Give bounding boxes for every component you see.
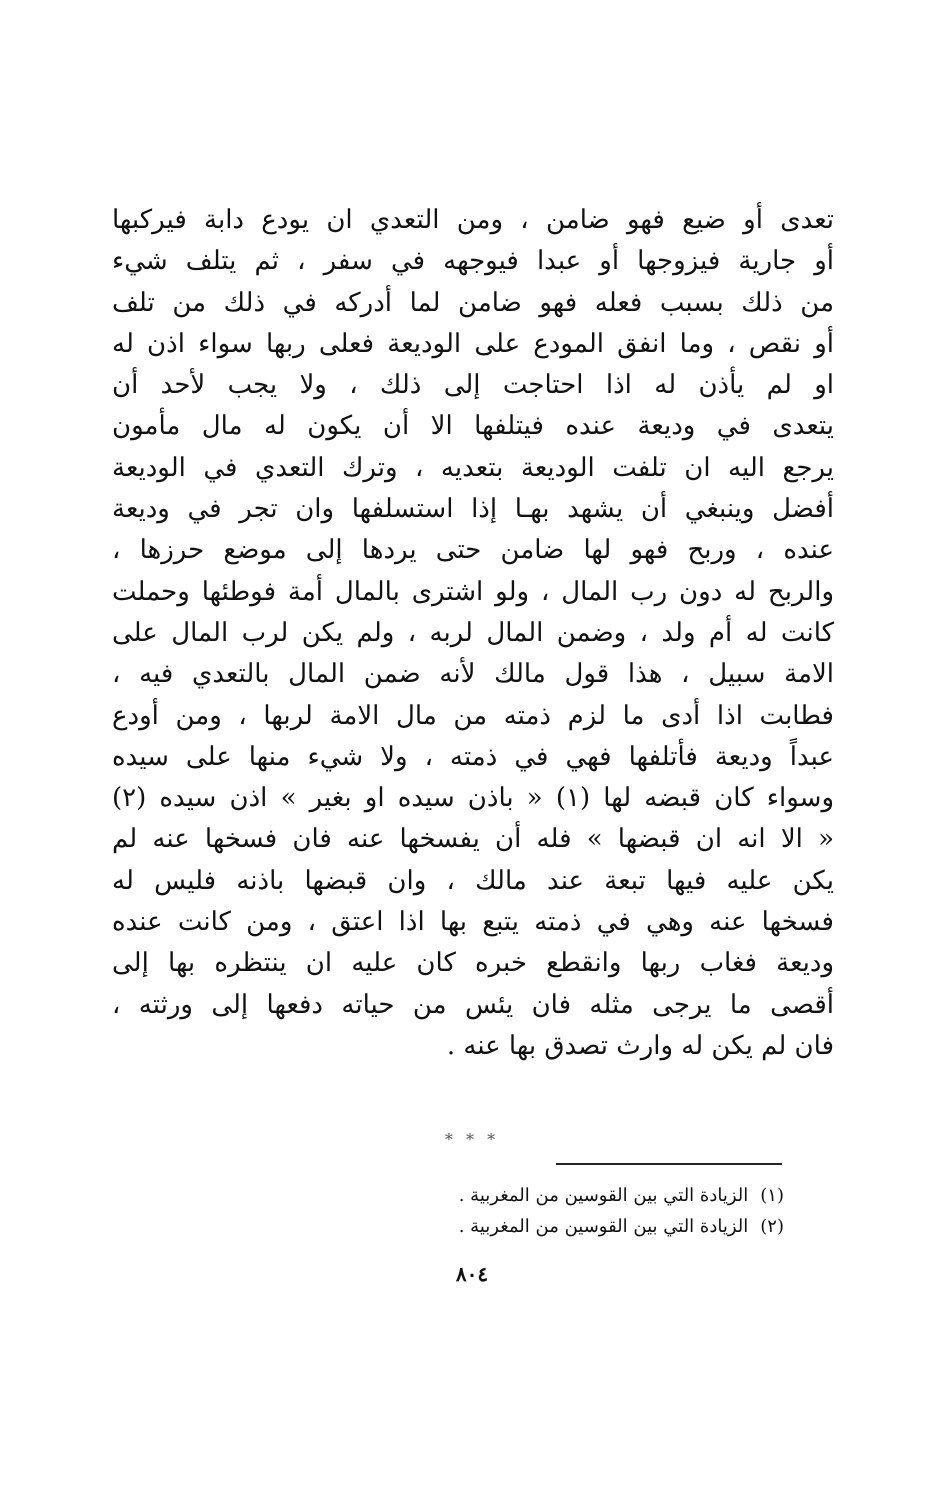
footnote-number: (١): [760, 1185, 784, 1206]
text-line: أقصى ما يرجى مثله فان يئس من حياته دفعها إلى ورثته ،: [112, 989, 834, 1020]
text-line: عنده ، وربح فهو لها ضامن حتى يردها إلى موضع حرزها ،: [112, 535, 834, 566]
footnote-text: الزيادة التي بين القوسين من المغربية .: [458, 1216, 749, 1237]
text-line: الامة سبيل ، هذا قول مالك لأنه ضمن المال بالتعدي فيه ،: [112, 659, 834, 690]
text-line: يكن عليه فيها تبعة عند مالك ، وان قبضها باذنه فليس له: [112, 865, 834, 896]
text-line: تعدى أو ضيع فهو ضامن ، ومن التعدي ان يودع دابة فيركبها: [112, 205, 834, 235]
text-line: أفضل وينبغي أن يشهد بهـا إذا استسلفها وان تجر في وديعة: [112, 494, 834, 525]
text-line: وديعة فغاب ربها وانقطع خبره كان عليه ان ينتظره بها إلى: [112, 948, 834, 979]
footnote-rule: [556, 1163, 782, 1165]
text-line: وسواء كان قبضه لها (١) « باذن سيده او بغير » اذن سيده (٢): [112, 783, 834, 814]
text-line-last: فان لم يكن له وارث تصدق بها عنه .: [446, 1030, 834, 1061]
text-line: « الا انه ان قبضها » فله أن يفسخها عنه فان فسخها عنه لم: [112, 824, 834, 855]
text-line: فطابت اذا أدى ما لزم ذمته من مال الامة لربها ، ومن أودع: [112, 700, 834, 731]
text-line: كانت له أم ولد ، وضمن المال لربه ، ولم يكن لرب المال على: [112, 617, 834, 648]
section-separator: * * *: [444, 1130, 500, 1149]
footnote-item: [300, 1211, 784, 1242]
footnote-number: (٢): [760, 1216, 784, 1237]
text-line: أو نقص ، وما انفق المودع على الوديعة فعلى ربها سواء اذن له: [112, 328, 834, 359]
main-text-block: [112, 200, 834, 1067]
text-line: يرجع اليه ان تلفت الوديعة بتعديه ، وترك التعدي في الوديعة: [112, 452, 834, 483]
text-line: او لم يأذن له اذا احتاجت إلى ذلك ، ولا يجب لأحد أن: [112, 370, 834, 401]
text-line: يتعدى في وديعة عنده فيتلفها الا أن يكون له مال مأمون: [112, 411, 834, 442]
footnotes: [300, 1180, 784, 1242]
text-line: من ذلك بسبب فعله فهو ضامن لما أدركه في ذلك من تلف: [112, 287, 834, 318]
text-line: فسخها عنه وهي في ذمته يتبع بها اذا اعتق ، ومن كانت عنده: [112, 907, 834, 938]
page-number: ٨٠٤: [455, 1262, 489, 1286]
footnote-item: [300, 1180, 784, 1211]
text-line: عبداً وديعة فأتلفها فهي في ذمته ، ولا شيء منها على سيده: [112, 741, 834, 772]
text-line: أو جارية فيزوجها أو عبدا فيوجهه في سفر ، ثم يتلف شيء: [112, 246, 834, 277]
footnote-text: الزيادة التي بين القوسين من المغربية .: [458, 1185, 749, 1206]
text-line: والربح له دون رب المال ، ولو اشترى بالمال أمة فوطئها وحملت: [112, 576, 834, 607]
